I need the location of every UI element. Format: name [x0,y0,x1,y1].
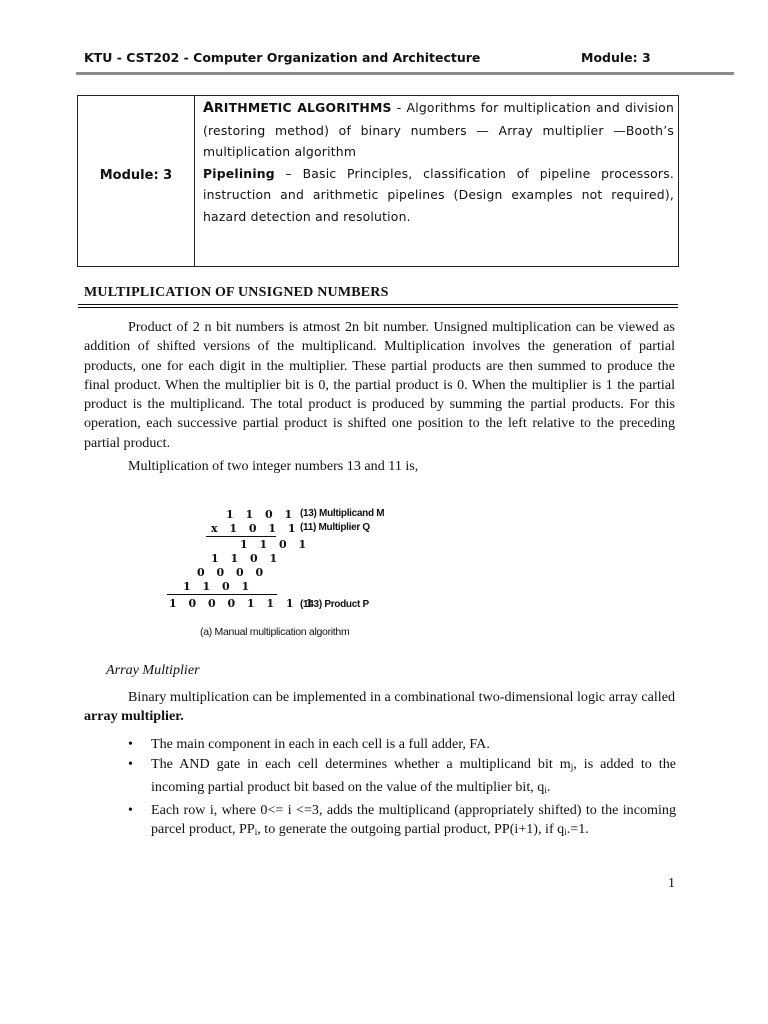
figure-rule-top [206,536,276,537]
page-header [84,50,684,70]
paragraph-example: Multiplication of two integer numbers 13 and 11 is, [128,458,419,474]
figure-caption: (a) Manual multiplication algorithm [200,626,350,638]
figure-row-multiplier: x 1 0 1 1 [211,522,300,535]
pipelining-heading: Pipelining [203,165,275,181]
manual-multiplication-figure [120,500,420,650]
arith-heading: ARITHMETIC ALGORITHMS [203,100,392,116]
syllabus-content [203,97,674,227]
header-rule [76,72,734,75]
figure-row-pp1: 1 1 0 1 [211,552,282,565]
table-divider [194,96,195,266]
figure-label-multiplicand: (13) Multiplicand M [300,508,385,519]
figure-row-pp3: 1 1 0 1 [183,580,254,593]
array-multiplier-title: Array Multiplier [106,662,200,678]
page-number: 1 [668,876,675,891]
figure-row-multiplicand: 1 1 0 1 [226,508,297,521]
table-module-label: Module: 3 [99,168,173,183]
pipelining-text: – Basic Principles, classification of pipeline processors. instruction and arithmetic pipelines (Design examples not required), hazard detection and resolution. [203,165,674,224]
figure-label-product: (143) Product P [300,599,369,610]
figure-row-product: 1 0 0 0 1 1 1 1 [169,597,318,610]
paragraph-intro: Product of 2 n bit numbers is atmost 2n bit number. Unsigned multiplication can be viewed as addition of shifted versions of the multiplicand. Multiplication involves the generation of partial products, one for each digit in the multiplier. These partial products are then summed to produce the final product. When the multiplier bit is 0, the partial product is 0. When the multiplier is 1 the partial product is the multiplicand. The total product is produced by summing the partial products. For this operation, each successive partial product is shifted one position to the left relative to the preceding partial product. [84,319,675,451]
figure-row-pp0: 1 1 0 1 [240,538,311,551]
figure-label-multiplier: (11) Multiplier Q [300,522,370,533]
list-item: • The AND gate in each cell determines whether a multiplicand bit $m_j$, is added to the incoming partial product bit based on the value of the multiplier bit, $q_i$. [128,756,676,795]
list-item: • The main component in each in each cell is a full adder, FA. [128,736,490,752]
module-label: Module: 3 [581,50,651,65]
arith-text: - Algorithms for multiplication and division (restoring method) of binary numbers — Array multiplier —Booth’s multiplication algorithm [203,100,675,159]
section-rule [78,304,678,308]
list-item: • Each row i, where 0<= i <=3, adds the multiplicand (appropriately shifted) to the incoming parcel product, $PP_i$, to generate the outgoing partial product, PP(i+1), if $q_i.=1$. [128,801,676,838]
array-bullet-list [128,735,676,843]
figure-row-pp2: 0 0 0 0 [197,566,268,579]
figure-rule-bottom [167,594,277,595]
syllabus-table [77,95,679,267]
course-title: KTU - CST202 - Computer Organization and Architecture [84,50,481,65]
paragraph-array: Binary multiplication can be implemented in a combinational two-dimensional logic array called array multiplier. [84,689,675,725]
section-title: MULTIPLICATION OF UNSIGNED NUMBERS [84,285,389,300]
